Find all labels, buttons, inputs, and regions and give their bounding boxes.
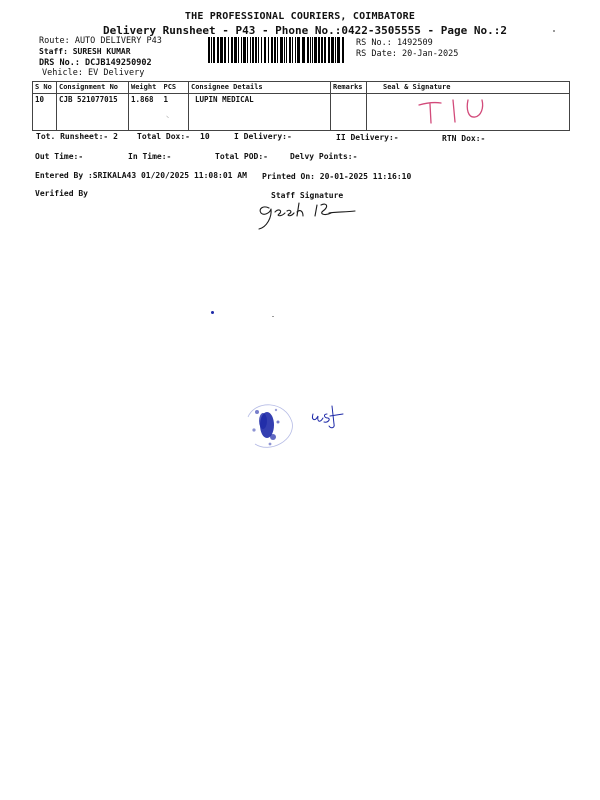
barcode-bar <box>295 37 296 63</box>
rs-date: RS Date: 20-Jan-2025 <box>356 49 459 59</box>
rs-number: RS No.: 1492509 <box>356 38 433 48</box>
barcode-bar <box>331 37 334 63</box>
barcode-bar <box>312 37 313 63</box>
col-seal-signature: Seal & Signature <box>367 82 570 94</box>
company-name: THE PROFESSIONAL COURIERS, COIMBATORE <box>184 11 416 22</box>
col-sno: S No <box>33 82 57 94</box>
barcode-bar <box>342 37 344 63</box>
cell-sno: 10 <box>33 94 57 131</box>
total-dox-label: Total Dox:- <box>137 132 190 141</box>
entered-by: Entered By :SRIKALA43 01/20/2025 11:08:01 AM <box>35 171 247 180</box>
barcode-bar <box>314 37 317 63</box>
barcode-bar <box>268 37 269 63</box>
staff-signature-scribble <box>255 199 365 233</box>
runsheet-title: Delivery Runsheet - P43 - Phone No.:0422-3505555 - Page No.:2 <box>103 24 507 37</box>
barcode-bar <box>208 37 210 63</box>
total-pod: Total POD:- <box>215 152 268 161</box>
barcode-bar <box>280 37 283 63</box>
barcode-bar <box>289 37 291 63</box>
total-runsheet: Tot. Runsheet:- 2 <box>36 132 118 141</box>
route-label: Route: AUTO DELIVERY P43 <box>39 36 162 46</box>
verified-by-label: Verified By <box>35 189 88 198</box>
dust-speck <box>553 30 555 32</box>
barcode-bar <box>302 37 305 63</box>
barcode-bar <box>297 37 300 63</box>
staff-label: Staff: SURESH KUMAR <box>39 47 131 56</box>
i-delivery: I Delivery:- <box>234 132 292 141</box>
barcode-bar <box>274 37 276 63</box>
barcode-bar <box>286 37 287 63</box>
barcode-bar <box>328 37 330 63</box>
col-weight: Weight <box>129 82 162 94</box>
barcode-bar <box>318 37 320 63</box>
barcode-bar <box>261 37 262 63</box>
barcode-bar <box>292 37 293 63</box>
ink-stamp-smudge <box>240 392 360 462</box>
out-time: Out Time:- <box>35 152 84 161</box>
staff-signature-label: Staff Signature <box>271 191 344 200</box>
barcode-bar <box>234 37 237 63</box>
cell-consignment: CJB 521077015 <box>57 94 129 131</box>
barcode-bar <box>243 37 246 63</box>
barcode-bar <box>284 37 285 63</box>
barcode <box>208 37 346 63</box>
in-time: In Time:- <box>128 152 172 161</box>
barcode-bar <box>255 37 257 63</box>
drs-number: DRS No.: DCJB149250902 <box>39 58 152 68</box>
barcode-bar <box>335 37 336 63</box>
col-consignment-no: Consignment No <box>57 82 129 94</box>
barcode-bar <box>213 37 215 63</box>
cell-consignee: LUPIN MEDICAL <box>189 94 331 131</box>
barcode-bar <box>217 37 219 63</box>
cell-pcs: 1 <box>162 94 189 131</box>
barcode-bar <box>228 37 229 63</box>
ink-speck <box>211 311 214 314</box>
total-dox-value: 10 <box>200 132 210 141</box>
col-pcs: PCS <box>162 82 189 94</box>
vehicle-label: Vehicle: EV Delivery <box>42 68 145 78</box>
barcode-bar <box>220 37 223 63</box>
dust-speck <box>272 316 274 317</box>
cell-remarks <box>331 94 367 131</box>
barcode-bar <box>252 37 254 63</box>
delvy-points: Delvy Points:- <box>290 152 358 161</box>
barcode-bar <box>224 37 226 63</box>
barcode-bar <box>264 37 266 63</box>
printed-on: Printed On: 20-01-2025 11:16:10 <box>262 172 412 181</box>
barcode-bar <box>211 37 212 63</box>
barcode-bar <box>231 37 233 63</box>
table-header-row <box>33 82 570 94</box>
cell-weight: 1.868 <box>129 94 162 131</box>
barcode-bar <box>310 37 311 63</box>
barcode-bar <box>307 37 309 63</box>
barcode-bar <box>247 37 248 63</box>
barcode-bar <box>337 37 340 63</box>
barcode-bar <box>238 37 239 63</box>
barcode-bar <box>241 37 242 63</box>
barcode-bar <box>271 37 273 63</box>
barcode-bar <box>250 37 251 63</box>
col-consignee: Consignee Details <box>189 82 331 94</box>
barcode-bar <box>277 37 278 63</box>
col-remarks: Remarks <box>331 82 367 94</box>
barcode-bar <box>258 37 259 63</box>
ii-delivery: II Delivery:- <box>336 133 399 142</box>
rtn-dox: RTN Dox:- <box>442 134 486 143</box>
barcode-bar <box>321 37 323 63</box>
barcode-bar <box>324 37 326 63</box>
handwritten-seal-mark <box>416 95 496 127</box>
tick-mark: ⸌ <box>166 115 170 122</box>
